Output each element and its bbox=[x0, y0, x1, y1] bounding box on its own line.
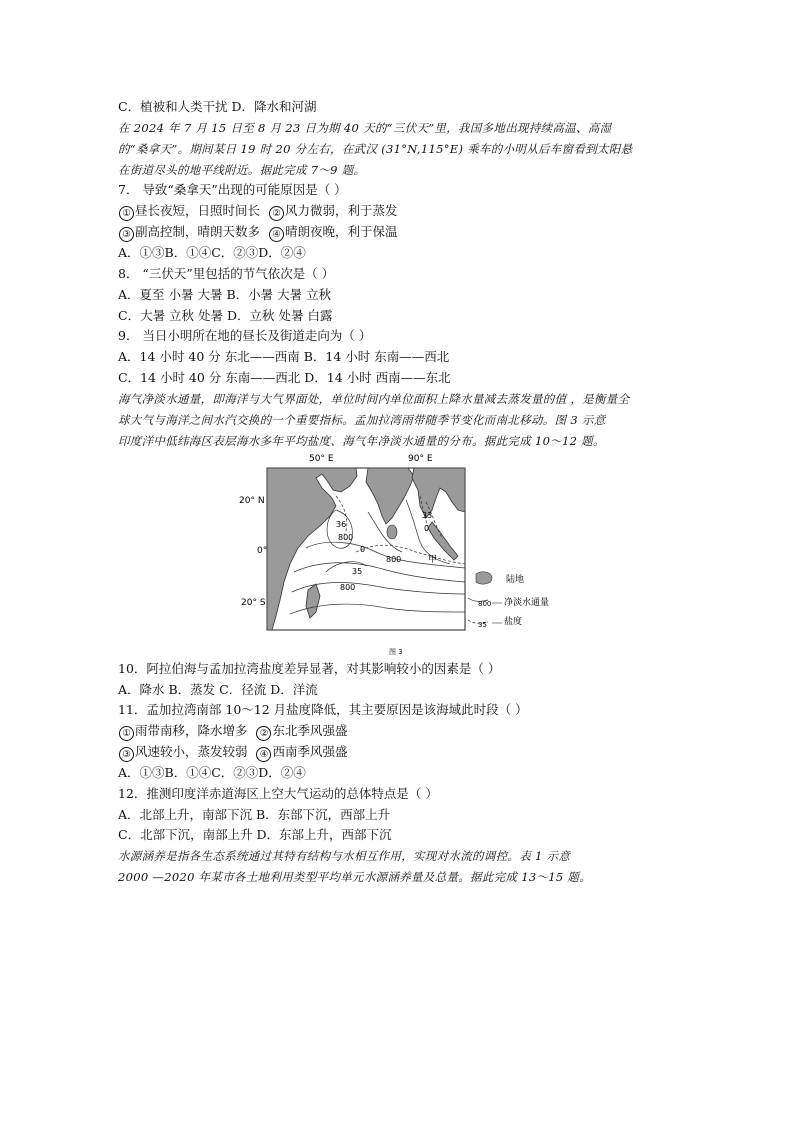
question-11: 11．孟加拉湾南部 10～12 月盐度降低，其主要原因是该海域此时段（ ） bbox=[118, 702, 528, 717]
contour-label-0-b: 0 bbox=[424, 524, 430, 533]
lon-label-90e: 90° E bbox=[408, 454, 433, 464]
question-10-options: A．降水 B．蒸发 C．径流 D．洋流 bbox=[118, 682, 318, 697]
passage-1-line-3: 在街道尽头的地平线附近。据此完成 7～9 题。 bbox=[118, 163, 366, 177]
statement-1: 昼长夜短，日照时间长 bbox=[135, 203, 261, 218]
contour-label-33: 33 bbox=[422, 511, 433, 520]
circle-2: ② bbox=[269, 206, 284, 221]
circle-4: ④ bbox=[269, 227, 284, 242]
contour-label-800-a: 800 bbox=[338, 533, 354, 542]
legend-salinity-label: 盐度 bbox=[504, 617, 523, 627]
question-7-statements-row2 bbox=[118, 224, 397, 242]
passage-2-line-1: 海气净淡水通量，即海洋与大气界面处，单位时间内单位面积上降水量减去蒸发量的值 ，是衡量全 bbox=[118, 392, 630, 406]
passage-3-line-2: 2000 —2020 年某市各土地利用类型平均单元水源涵养量及总量。据此完成 13～15 题。 bbox=[118, 870, 592, 884]
contour-label-800-c: 800 bbox=[340, 583, 356, 592]
legend-flux-value: 800 bbox=[478, 600, 492, 608]
statement-3: 风速较小，蒸发较弱 bbox=[135, 744, 248, 759]
question-12: 12．推测印度洋赤道海区上空大气运动的总体特点是（ ） bbox=[118, 786, 438, 801]
legend-flux-label: 净淡水通量 bbox=[504, 598, 550, 608]
passage-1-line-2: 的“桑拿天”。期间某日 19 时 20 分左右，在武汉 (31°N,115°E) 乘车的小明从后车窗看到太阳悬 bbox=[118, 142, 633, 156]
lat-label-0: 0° bbox=[257, 546, 268, 556]
legend-salinity-value: 35 bbox=[478, 621, 487, 629]
question-8-options-cd: C．大暑 立秋 处暑 D．立秋 处暑 白露 bbox=[118, 308, 333, 323]
question-7-answers: A．①③B．①④C．②③D．②④ bbox=[118, 245, 306, 260]
statement-3: 副高控制，晴朗天数多 bbox=[135, 224, 261, 239]
contour-label-35: 35 bbox=[352, 567, 363, 576]
statement-4: 晴朗夜晚，利于保温 bbox=[284, 224, 398, 239]
passage-2-line-2: 球大气与海洋之间水汽交换的一个重要指标。孟加拉湾雨带随季节变化而南北移动。图 3 示意 bbox=[118, 413, 606, 427]
legend-land-swatch bbox=[476, 572, 492, 584]
question-8: 8． “三伏天”里包括的节气依次是（ ） bbox=[118, 266, 335, 281]
circle-1: ① bbox=[119, 726, 134, 741]
question-9-options-ab: A．14 小时 40 分 东北——西南 B．14 小时 东南——西北 bbox=[118, 349, 450, 364]
point-label-jia: 甲 bbox=[428, 555, 438, 565]
lat-label-20s: 20° S bbox=[241, 598, 266, 608]
question-9-options-cd: C．14 小时 40 分 东南——西北 D．14 小时 西南——东北 bbox=[118, 370, 451, 385]
legend-land-label: 陆地 bbox=[506, 575, 525, 585]
land-sri-lanka bbox=[387, 525, 397, 539]
statement-2: 东北季风强盛 bbox=[272, 723, 348, 738]
passage-1-line-1: 在 2024 年 7 月 15 日至 8 月 23 日为期 40 天的“三伏天”里，我国多地出现持续高温、高湿 bbox=[118, 121, 612, 135]
statement-1: 雨带南移，降水增多 bbox=[135, 723, 248, 738]
circle-2: ② bbox=[256, 726, 271, 741]
circle-4: ④ bbox=[256, 747, 271, 762]
figure-caption: 图 3 bbox=[389, 648, 403, 656]
circle-3: ③ bbox=[119, 747, 134, 762]
passage-3-line-1: 水源涵养是指各生态系统通过其特有结构与水相互作用，实现对水流的调控。表 1 示意 bbox=[118, 849, 571, 863]
contour-label-0-a: 0 bbox=[360, 545, 366, 554]
lon-label-50e: 50° E bbox=[309, 454, 334, 464]
question-8-options-ab: A．夏至 小暑 大暑 B．小暑 大暑 立秋 bbox=[118, 287, 332, 302]
circle-1: ① bbox=[119, 206, 134, 221]
question-11-statements-row1 bbox=[118, 723, 347, 741]
contour-label-36: 36 bbox=[336, 520, 347, 529]
question-9: 9． 当日小明所在地的昼长及街道走向为（ ） bbox=[118, 328, 372, 343]
question-11-statements-row2 bbox=[118, 744, 347, 762]
question-11-answers: A．①③B．①④C．②③D．②④ bbox=[118, 765, 306, 780]
statement-4: 西南季风强盛 bbox=[272, 744, 348, 759]
lat-label-20n: 20° N bbox=[239, 496, 265, 506]
question-7: 7． 导致“桑拿天”出现的可能原因是（ ） bbox=[118, 182, 347, 197]
contour-label-800-b: 800 bbox=[386, 555, 402, 564]
question-12-options-ab: A．北部上升，南部下沉 B．东部下沉，西部上升 bbox=[118, 807, 391, 822]
figure-3-map bbox=[236, 452, 566, 652]
circle-3: ③ bbox=[119, 227, 134, 242]
question-10: 10．阿拉伯海与孟加拉湾盐度差异显著，对其影响较小的因素是（ ） bbox=[118, 661, 501, 676]
question-7-statements-row1 bbox=[118, 203, 397, 221]
line-options-c-d: C．植被和人类干扰 D．降水和河湖 bbox=[118, 99, 317, 114]
question-12-options-cd: C．北部下沉，南部上升 D．东部上升，西部下沉 bbox=[118, 827, 392, 842]
statement-2: 风力微弱，利于蒸发 bbox=[284, 203, 398, 218]
passage-2-line-3: 印度洋中低纬海区表层海水多年平均盐度、海气年净淡水通量的分布。据此完成 10～12 题。 bbox=[118, 434, 605, 448]
